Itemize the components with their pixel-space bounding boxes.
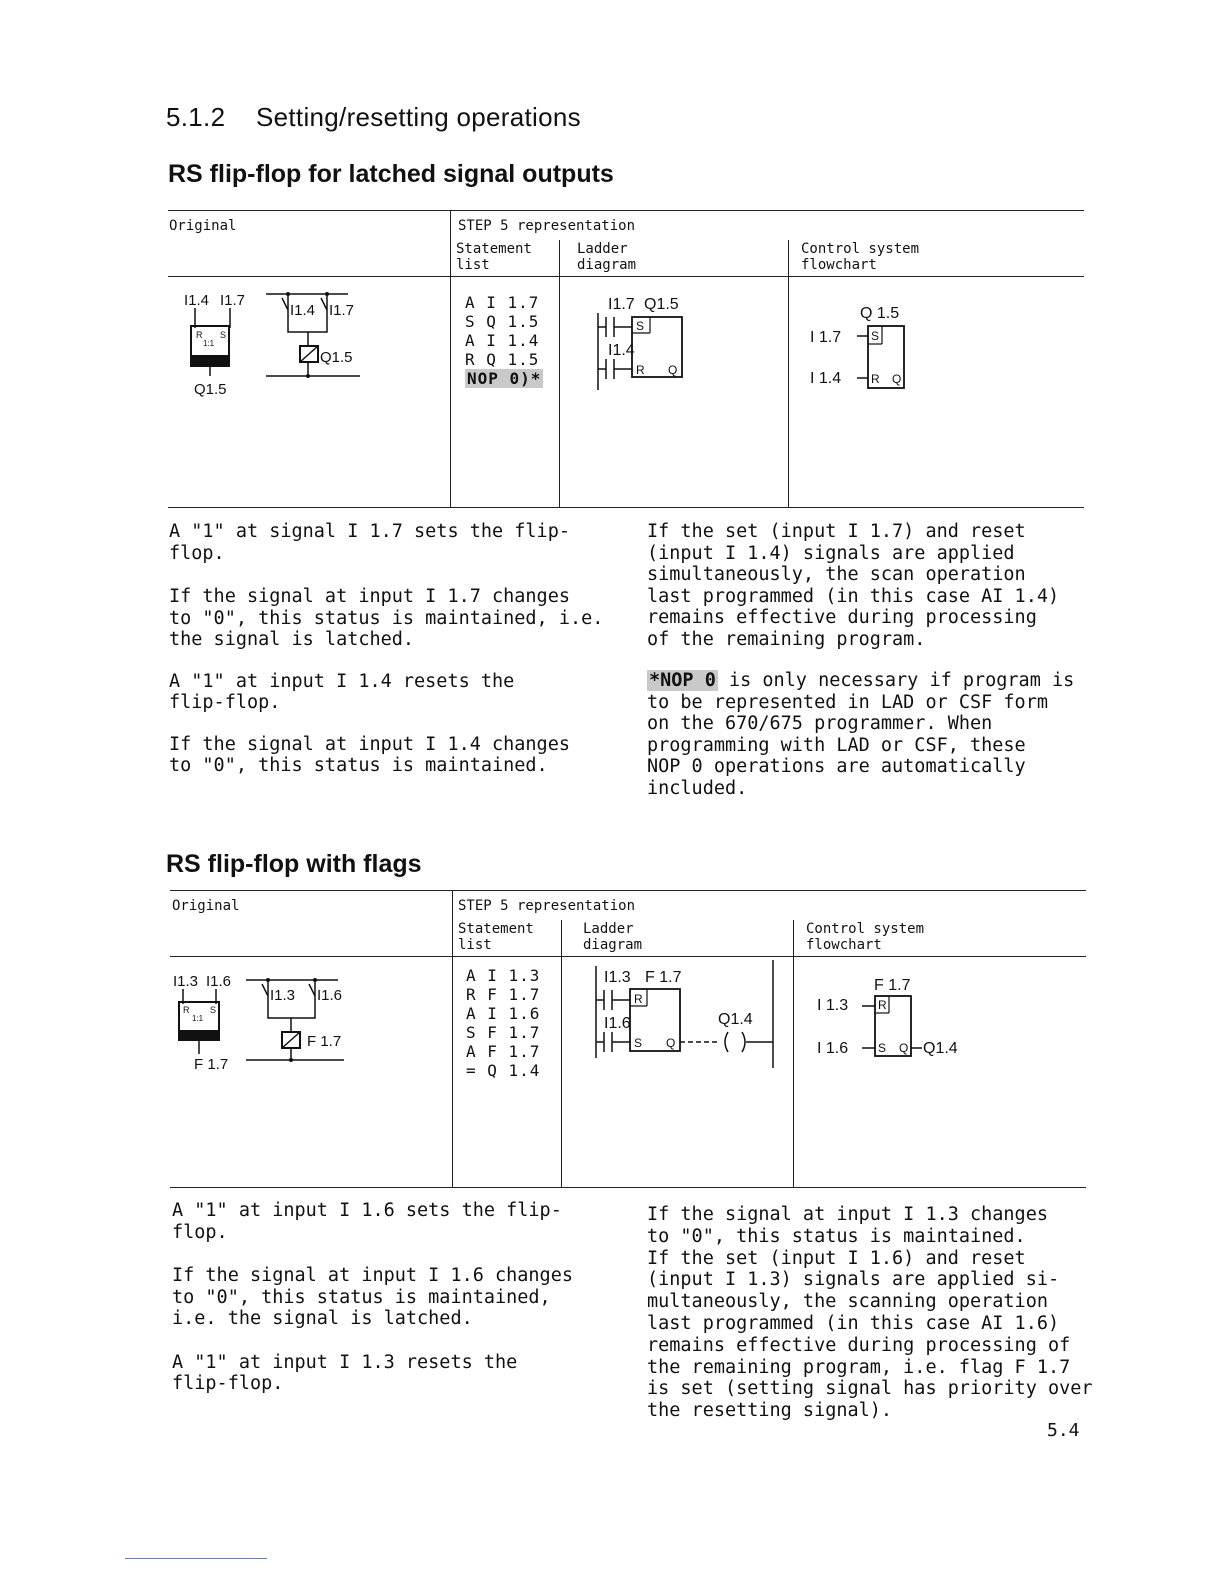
table1-col-divider-2 [559,240,560,507]
lad2-out-label: Q1.4 [718,1011,753,1028]
lad2-r: R [634,992,643,1006]
part1-right-para-rest: is only necessary if program is [717,670,1075,691]
orig2-coil-label: F 1.7 [307,1033,342,1050]
part2-left-text [172,1200,573,1395]
stl1-line: A I 1.7 [465,293,540,312]
lad1-contact2-label: I1.4 [608,342,635,359]
table1-header-original: Original [169,218,237,234]
csf1-out-label: Q 1.5 [860,305,900,322]
part2-right-text [647,1204,1093,1422]
statement-list-2 [466,966,540,1080]
stl2-line: A I 1.6 [466,1004,541,1023]
csf2-in2-label: I 1.6 [817,1040,849,1057]
part1-right-text [647,521,1074,799]
ladder-diagram-2 [590,958,790,1070]
ladder-diagram-1 [590,285,700,395]
csf1-s: S [871,329,880,343]
table1-header-stl: Statement list [456,241,532,273]
part1-right-para: to be represented in LAD or CSF form on the 670/675 programmer. When programming with LAD or CSF, these NOP 0 operations are automatically included. [647,691,1048,799]
nop-highlight: *NOP 0 [649,670,716,691]
svg-text:R: R [183,1005,190,1015]
csf2-flag-label: F 1.7 [874,977,911,994]
part2-left-para: A "1" at input I 1.6 sets the flip- flop. [172,1200,562,1243]
part2-left-para: If the signal at input I 1.6 changes to "0", this status is maintained, i.e. the signal is latched. [172,1265,573,1329]
table1-header-csf: Control system flowchart [801,241,920,273]
lad2-s: S [634,1036,643,1050]
orig1-contact1-label: I1.4 [290,302,316,319]
orig2-in1-label: I1.3 [173,973,199,990]
lad2-contact2-label: I1.6 [604,1015,631,1032]
csf1-q: Q [892,372,902,386]
stl1-line: R Q 1.5 [465,350,540,369]
table2-header-original: Original [172,898,240,914]
orig1-out-label: Q1.5 [194,381,227,398]
lad1-out-label: Q1.5 [644,296,679,313]
lad1-contact1-label: I1.7 [608,296,635,313]
stl2-line: A I 1.3 [466,966,541,985]
table2-col-divider-2 [561,920,562,1187]
lad2-contact1-label: I1.3 [604,969,631,986]
table2-header-csf: Control system flowchart [806,921,925,953]
section-title [166,102,581,133]
table1-header-rule [168,276,1084,277]
table2-header-step5: STEP 5 representation [458,898,636,914]
orig2-in2-label: I1.6 [206,973,232,990]
lad1-s: S [636,319,645,333]
stl2-line: A F 1.7 [466,1042,541,1061]
csf1-in2-label: I 1.4 [810,370,842,387]
stl2-line: S F 1.7 [466,1023,541,1042]
stl1-line: A I 1.4 [465,331,540,350]
heading-rs-flags: RS flip-flop with flags [166,850,422,878]
stl2-line: R F 1.7 [466,985,541,1004]
page-number: 5.4 [1047,1420,1080,1441]
part1-left-text [169,521,603,777]
orig1-coil-label: Q1.5 [320,349,353,366]
csf-diagram-1 [805,300,925,395]
csf1-r: R [871,372,880,386]
csf-diagram-2 [812,970,982,1065]
part1-left-para: A "1" at input I 1.4 resets the flip-flop. [169,670,515,713]
original-diagram-1 [170,280,380,410]
svg-text:1:1: 1:1 [192,1014,204,1023]
lad2-flag-label: F 1.7 [645,969,682,986]
part1-right-para: If the set (input I 1.7) and reset (input I 1.4) signals are applied simultaneously, the scan operation last programmed (in this case AI 1.4) remains effective during processing of the remaining program. [647,521,1060,650]
table2-header-stl: Statement list [458,921,534,953]
table1-top-rule [168,210,1084,211]
part1-left-para: If the signal at input I 1.4 changes to "0", this status is maintained. [169,733,570,776]
statement-list-1 [465,293,543,388]
csf2-out-label: Q1.4 [923,1040,958,1057]
svg-text:1:1: 1:1 [203,339,215,348]
table1-col-divider-1 [450,210,451,507]
csf2-s: S [878,1041,887,1055]
table2-col-divider-3 [793,920,794,1187]
original-diagram-2 [170,962,370,1082]
lad1-q: Q [668,363,678,377]
orig1-in1-label: I1.4 [184,292,210,309]
stl2-line: = Q 1.4 [466,1061,541,1080]
heading-rs-latched: RS flip-flop for latched signal outputs [168,160,614,188]
svg-text:S: S [210,1005,217,1015]
csf2-q: Q [899,1041,909,1055]
orig1-in2-label: I1.7 [220,292,246,309]
csf2-r: R [878,998,887,1012]
part1-left-para: If the signal at input I 1.7 changes to "0", this status is maintained, i.e. the signal is latched. [169,586,604,650]
stl1-nop-highlight: NOP 0)* [467,369,542,388]
section-number: 5.1.2 [166,102,226,132]
table2-bottom-rule [170,1187,1086,1188]
table1-header-step5: STEP 5 representation [458,218,636,234]
table1-header-lad: Ladder diagram [577,241,637,273]
lad1-r: R [636,363,645,377]
orig2-out-label: F 1.7 [194,1056,229,1073]
part1-left-para: A "1" at signal I 1.7 sets the flip- flop. [169,521,570,564]
part2-left-para: A "1" at input I 1.3 resets the flip-flop. [172,1351,518,1394]
part2-right-para: If the signal at input I 1.3 changes to "0", this status is maintained. If the set (input I 1.6) and reset (input I 1.3) signals are applied si- multaneously, the scanning operation last programmed (in this case AI 1.6) remains effective during processing of the remaining program, i.e. flag F 1.7 is set (setting signal has priority over the resetting signal). [647,1204,1093,1422]
orig2-contact1-label: I1.3 [270,987,296,1004]
table2-header-rule [170,956,1086,957]
table2-col-divider-1 [452,890,453,1187]
section-name: Setting/resetting operations [256,102,581,132]
table1-col-divider-3 [788,240,789,507]
csf2-in1-label: I 1.3 [817,997,849,1014]
table2-header-lad: Ladder diagram [583,921,643,953]
csf1-in1-label: I 1.7 [810,329,842,346]
svg-text:R: R [196,330,203,340]
table1-bottom-rule [168,507,1084,508]
orig1-contact2-label: I1.7 [329,302,355,319]
svg-text:S: S [220,330,227,340]
table2-top-rule [170,890,1086,891]
stl1-line: S Q 1.5 [465,312,540,331]
lad2-q: Q [666,1036,676,1050]
scan-edge-line [125,1558,267,1559]
orig2-contact2-label: I1.6 [317,987,343,1004]
